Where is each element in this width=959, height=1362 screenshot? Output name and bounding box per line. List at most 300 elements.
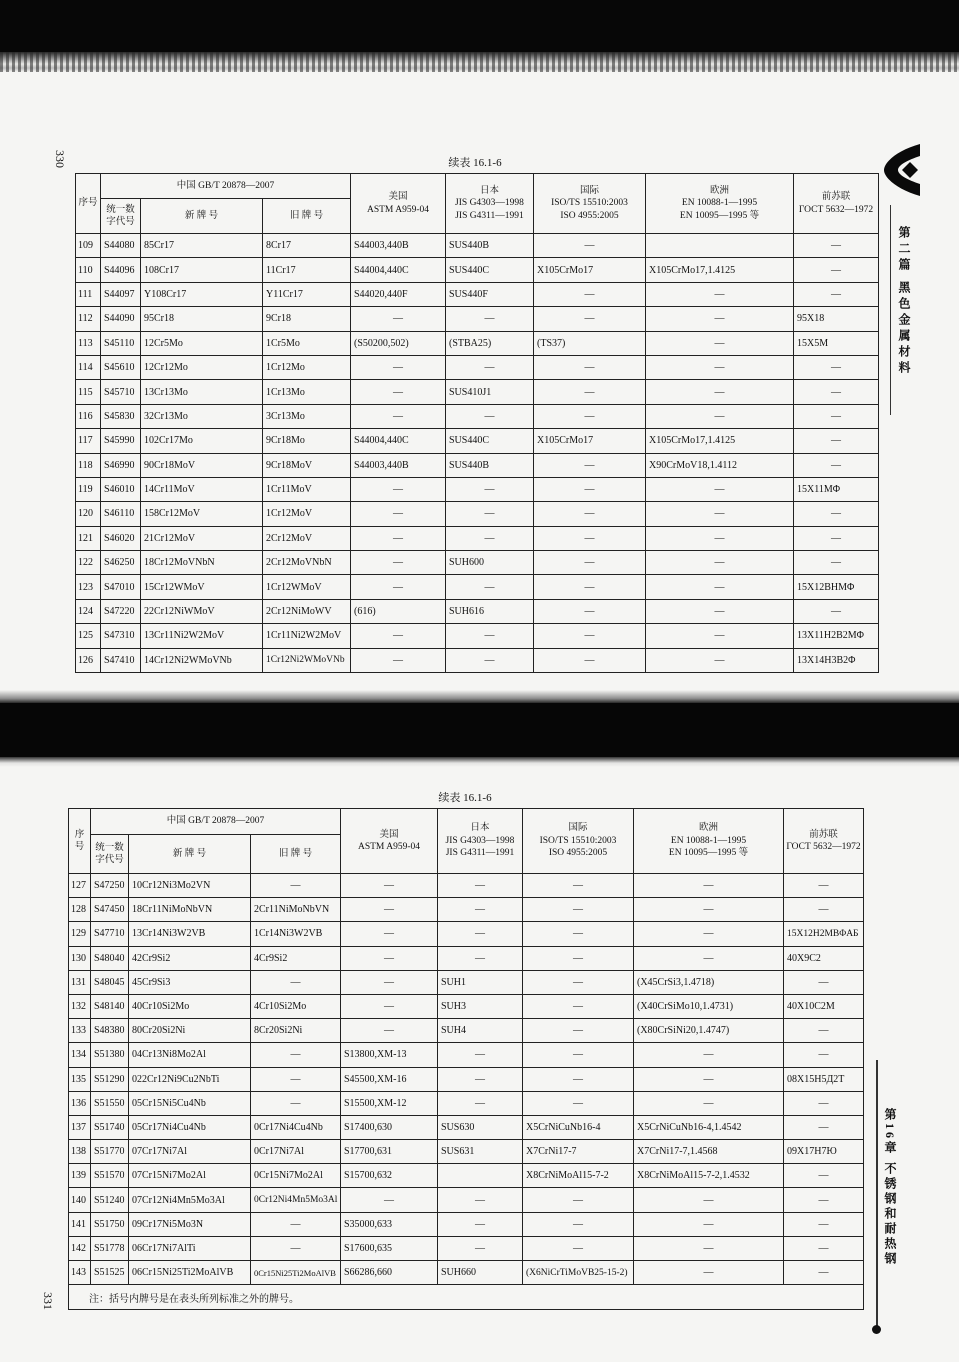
table-row [69,1261,864,1285]
cell-new-grade: 42Cr9Si2 [129,946,251,970]
cell-japan: SUS440C [446,258,534,282]
header-japan-std2: JIS G4311—1991 [445,848,515,859]
cell-iso: — [534,380,646,404]
cell-iso: — [523,1212,634,1236]
header-iso-std1: ISO/TS 15510:2003 [539,835,617,846]
cell-new-grade: 13Cr14Ni3W2VB [129,922,251,946]
cell-old-grade: 0Cr12Ni4Mn5Mo3Al [251,1188,341,1212]
header-japan-name: 日本 [470,823,490,834]
cell-usa: — [341,1188,438,1212]
table-row [76,551,879,575]
cell-usa: S44020,440F [351,282,446,306]
cell-russia: — [784,1212,864,1236]
table-row [76,234,879,258]
cell-japan: — [438,1091,523,1115]
header-europe-std1: EN 10088-1—1995 [681,198,758,209]
cell-new-grade: 32Cr13Mo [141,404,263,428]
table-row [76,380,879,404]
header-europe-std2: EN 10095—1995 等 [679,210,760,221]
cell-seq: 136 [69,1091,91,1115]
table-row [69,1188,864,1212]
cell-code: S51240 [91,1188,129,1212]
cell-new-grade: 06Cr15Ni25Ti2MoAlVB [129,1261,251,1285]
cell-code: S47220 [101,599,141,623]
cell-code: S51570 [91,1164,129,1188]
cell-japan: — [446,526,534,550]
cell-usa: — [351,307,446,331]
cell-old-grade: 0Cr17Ni4Cu4Nb [251,1115,341,1139]
cell-japan: — [438,1236,523,1260]
cell-code: S45110 [101,331,141,355]
cell-europe: — [646,624,794,648]
cell-usa: (S50200,502) [351,331,446,355]
cell-code: S51750 [91,1212,129,1236]
cell-old-grade: Y11Cr17 [263,282,351,306]
table-row [69,1212,864,1236]
header-russia-std: ГОСТ 5632—1972 [786,842,861,852]
cell-russia: — [794,234,879,258]
cell-russia: 95X18 [794,307,879,331]
cell-japan: SUS631 [438,1140,523,1164]
table-header [76,174,879,234]
cell-russia: — [794,526,879,550]
cell-code: S45610 [101,355,141,379]
cell-old-grade: 1Cr11MoV [263,477,351,501]
cell-old-grade: 1Cr5Mo [263,331,351,355]
cell-new-grade: 05Cr17Ni4Cu4Nb [129,1115,251,1139]
cell-old-grade: 11Cr17 [263,258,351,282]
cell-iso: — [523,1019,634,1043]
cell-russia: — [784,1188,864,1212]
header-iso-name: 国际 [579,185,599,196]
cell-old-grade: 8Cr17 [263,234,351,258]
cell-europe: — [646,331,794,355]
cell-usa: — [351,575,446,599]
margin-rule-top [890,205,891,415]
cell-old-grade: 1Cr14Ni3W2VB [251,922,341,946]
cell-europe: — [634,1188,784,1212]
cell-new-grade: 14Cr11MoV [141,477,263,501]
cell-code: S47010 [101,575,141,599]
cell-new-grade: 14Cr12Ni2WMoVNb [141,648,263,672]
cell-iso: — [534,526,646,550]
cell-europe: — [646,526,794,550]
cell-old-grade: 0Cr17Ni7Al [251,1140,341,1164]
cell-code: S46020 [101,526,141,550]
cell-old-grade: — [251,1067,341,1091]
cell-europe: (X45CrSi3,1.4718) [634,970,784,994]
scan-band-middle-edge [0,690,959,704]
cell-old-grade: 9Cr18 [263,307,351,331]
cell-iso: — [523,970,634,994]
cell-new-grade: 13Cr13Mo [141,380,263,404]
margin-dot [872,1325,881,1334]
cell-new-grade: 158Cr12MoV [141,502,263,526]
cell-old-grade: 2Cr11NiMoNbVN [251,898,341,922]
cell-usa: — [341,946,438,970]
cell-seq: 117 [76,429,101,453]
cell-seq: 112 [76,307,101,331]
cell-seq: 116 [76,404,101,428]
cell-iso: — [523,946,634,970]
cell-iso: X7CrNi17-7 [523,1140,634,1164]
cell-russia: — [784,1091,864,1115]
cell-japan: SUS440C [446,429,534,453]
cell-japan: SUH600 [446,551,534,575]
table-2-body [69,874,864,1310]
cell-japan: — [446,575,534,599]
cell-old-grade: 1Cr12MoV [263,502,351,526]
cell-seq: 131 [69,970,91,994]
cell-new-grade: 90Cr18MoV [141,453,263,477]
cell-seq: 121 [76,526,101,550]
scan-band-middle-bottom [0,757,959,767]
cell-russia: 15X12BHMΦ [794,575,879,599]
cell-old-grade: 8Cr20Si2Ni [251,1019,341,1043]
cell-russia: 15X12H2MBΦAБ [784,922,864,946]
header-usa-std: ASTM A959-04 [366,204,430,215]
cell-usa: — [351,648,446,672]
header-europe-name: 欧洲 [709,185,729,196]
cell-seq: 130 [69,946,91,970]
cell-old-grade: — [251,1043,341,1067]
cell-new-grade: Y108Cr17 [141,282,263,306]
table-row [76,575,879,599]
cell-russia: — [794,404,879,428]
cell-code: S51525 [91,1261,129,1285]
cell-seq: 135 [69,1067,91,1091]
cell-seq: 109 [76,234,101,258]
cell-code: S51778 [91,1236,129,1260]
cell-iso: (X6NiCrTiMoVB25-15-2) [523,1261,634,1285]
header-china: 中国 GB/T 20878—2007 [91,809,341,835]
cell-europe: — [646,282,794,306]
cell-new-grade: 022Cr12Ni9Cu2NbTi [129,1067,251,1091]
cell-code: S45990 [101,429,141,453]
cell-russia: — [784,1164,864,1188]
header-japan-std1: JIS G4303—1998 [445,835,515,846]
header-usa-name: 美国 [388,192,408,203]
table-row [69,994,864,1018]
cell-europe: — [646,380,794,404]
cell-code: S48140 [91,994,129,1018]
cell-iso: — [523,874,634,898]
cell-code: S46010 [101,477,141,501]
header-iso-name: 国际 [568,823,588,834]
header-new-grade: 新 牌 号 [129,835,251,874]
cell-usa: (616) [351,599,446,623]
table-row [69,1164,864,1188]
cell-usa: — [341,1019,438,1043]
header-europe-std1: EN 10088-1—1995 [670,835,747,846]
cell-old-grade: — [251,1212,341,1236]
cell-usa: S44004,440C [351,429,446,453]
header-iso-std2: ISO 4955:2005 [560,210,619,221]
cell-russia: — [794,355,879,379]
cell-code: S47410 [101,648,141,672]
cell-japan: SUH660 [438,1261,523,1285]
cell-old-grade: 2Cr12MoV [263,526,351,550]
cell-code: S51550 [91,1091,129,1115]
cell-russia: — [794,429,879,453]
cell-code: S46110 [101,502,141,526]
cell-usa: S44004,440C [351,258,446,282]
cell-new-grade: 13Cr11Ni2W2MoV [141,624,263,648]
cell-japan [438,1164,523,1188]
side-chapter-label: 第16章 不锈钢和耐热钢 [883,1108,897,1267]
cell-japan: — [438,898,523,922]
cell-code: S46250 [101,551,141,575]
cell-code: S44096 [101,258,141,282]
cell-usa: S17400,630 [341,1115,438,1139]
cell-europe: X105CrMo17,1.4125 [646,258,794,282]
cell-japan: — [438,1188,523,1212]
section-tab-icon [880,140,922,200]
table-row [76,624,879,648]
table-row [69,1019,864,1043]
header-usa-name: 美国 [379,829,399,840]
cell-europe: X7CrNi17-7,1.4568 [634,1140,784,1164]
cell-code: S51290 [91,1067,129,1091]
cell-usa: — [341,994,438,1018]
cell-russia: — [794,551,879,575]
page-number-bottom: 331 [41,1292,55,1310]
cell-iso: X8CrNiMoAl15-7-2 [523,1164,634,1188]
cell-seq: 123 [76,575,101,599]
table-row [76,307,879,331]
cell-usa: — [341,874,438,898]
cell-usa: — [351,551,446,575]
cell-japan: SUS410J1 [446,380,534,404]
cell-iso: — [523,898,634,922]
cell-iso: — [523,1067,634,1091]
table-row [69,874,864,898]
cell-new-grade: 15Cr12WMoV [141,575,263,599]
header-europe-std2: EN 10095—1995 等 [668,848,749,859]
cell-usa: — [351,404,446,428]
cell-new-grade: 12Cr5Mo [141,331,263,355]
cell-iso: — [534,502,646,526]
cell-usa: S13800,XM-13 [341,1043,438,1067]
table-row [69,898,864,922]
cell-seq: 137 [69,1115,91,1139]
scan-band-middle [0,703,959,757]
cell-old-grade: — [251,874,341,898]
cell-seq: 114 [76,355,101,379]
cell-europe: — [646,551,794,575]
table-row [76,404,879,428]
cell-old-grade: 2Cr12MoVNbN [263,551,351,575]
cell-usa: — [351,477,446,501]
cell-iso: — [523,994,634,1018]
cell-usa: S44003,440B [351,234,446,258]
cell-russia: — [794,502,879,526]
cell-europe: — [646,575,794,599]
cell-seq: 110 [76,258,101,282]
cell-new-grade: 40Cr10Si2Mo [129,994,251,1018]
cell-new-grade: 04Cr13Ni8Mo2Al [129,1043,251,1067]
cell-usa: S17600,635 [341,1236,438,1260]
cell-seq: 128 [69,898,91,922]
table-1-body [76,234,879,673]
cell-europe: — [634,874,784,898]
cell-usa: S66286,660 [341,1261,438,1285]
cell-code: S47310 [101,624,141,648]
cell-europe: — [634,922,784,946]
cell-europe: — [646,599,794,623]
cell-russia: — [784,1261,864,1285]
header-japan-name: 日本 [479,185,499,196]
table-row [69,1043,864,1067]
cell-usa: S17700,631 [341,1140,438,1164]
cell-code: S51740 [91,1115,129,1139]
cell-japan: — [438,1043,523,1067]
cell-russia: 15X5M [794,331,879,355]
table-row [69,1115,864,1139]
cell-seq: 111 [76,282,101,306]
cell-usa: — [351,380,446,404]
side-part-label: 第二篇 黑色金属材料 [897,226,911,377]
cell-seq: 140 [69,1188,91,1212]
cell-russia: 15X11MΦ [794,477,879,501]
cell-code: S44090 [101,307,141,331]
margin-rule-bottom [876,1060,878,1326]
cell-iso: — [534,282,646,306]
cell-europe: — [634,1091,784,1115]
cell-seq: 118 [76,453,101,477]
cell-code: S51770 [91,1140,129,1164]
cell-new-grade: 22Cr12NiWMoV [141,599,263,623]
cell-iso: — [534,453,646,477]
header-russia-std: ГОСТ 5632—1972 [798,204,874,215]
cell-japan: SUH4 [438,1019,523,1043]
header-seq: 序号 [69,809,91,874]
cell-iso: — [534,404,646,428]
cell-new-grade: 95Cr18 [141,307,263,331]
cell-seq: 113 [76,331,101,355]
cell-seq: 126 [76,648,101,672]
cell-japan: SUH616 [446,599,534,623]
cell-japan: — [446,624,534,648]
cell-japan: (STBA25) [446,331,534,355]
cell-japan: — [446,355,534,379]
cell-seq: 141 [69,1212,91,1236]
cell-russia: — [794,282,879,306]
table-note: 注：括号内牌号是在表头所列标准之外的牌号。 [69,1285,864,1310]
cell-japan: — [446,477,534,501]
table-row [76,282,879,306]
cell-usa: — [341,898,438,922]
scan-noise-line [0,52,959,72]
cell-seq: 134 [69,1043,91,1067]
header-europe [634,809,784,874]
cell-russia: 40X9C2 [784,946,864,970]
cell-russia: — [784,1115,864,1139]
cell-old-grade: 1Cr13Mo [263,380,351,404]
cell-usa: S45500,XM-16 [341,1067,438,1091]
cell-seq: 143 [69,1261,91,1285]
cell-seq: 119 [76,477,101,501]
cell-japan: — [446,502,534,526]
cell-europe: — [646,307,794,331]
cell-code: S44097 [101,282,141,306]
cell-europe: — [634,1067,784,1091]
cell-old-grade: — [251,1236,341,1260]
table-row [76,502,879,526]
cell-new-grade: 12Cr12Mo [141,355,263,379]
cell-code: S45710 [101,380,141,404]
header-iso [523,809,634,874]
cell-japan: — [446,648,534,672]
cell-old-grade: 0Cr15Ni7Mo2Al [251,1164,341,1188]
cell-seq: 125 [76,624,101,648]
header-usa [341,809,438,874]
cell-iso: X105CrMo17 [534,258,646,282]
cell-japan: SUH1 [438,970,523,994]
cell-new-grade: 07Cr15Ni7Mo2Al [129,1164,251,1188]
cell-usa: — [351,502,446,526]
cell-seq: 115 [76,380,101,404]
cell-japan: — [446,307,534,331]
cell-new-grade: 10Cr12Ni3Mo2VN [129,874,251,898]
header-russia-name: 前苏联 [821,192,851,203]
header-europe-name: 欧洲 [698,823,718,834]
header-europe [646,174,794,234]
cell-new-grade: 18Cr11NiMoNbVN [129,898,251,922]
cell-russia: 40X10C2M [784,994,864,1018]
cell-new-grade: 45Cr9Si3 [129,970,251,994]
table-row [76,429,879,453]
table-row [76,453,879,477]
cell-japan: — [438,1067,523,1091]
cell-europe: X8CrNiMoAl15-7-2,1.4532 [634,1164,784,1188]
cell-iso: — [534,648,646,672]
cell-seq: 138 [69,1140,91,1164]
header-iso-std2: ISO 4955:2005 [548,848,608,859]
cell-usa: S15700,632 [341,1164,438,1188]
header-china: 中国 GB/T 20878—2007 [101,174,351,199]
cell-code: S44080 [101,234,141,258]
cell-russia: — [794,599,879,623]
table-row [69,946,864,970]
cell-russia: — [784,898,864,922]
cell-iso: — [523,1043,634,1067]
cell-iso: — [534,477,646,501]
cell-japan: SUS440B [446,234,534,258]
cell-new-grade: 09Cr17Ni5Mo3N [129,1212,251,1236]
cell-old-grade: — [251,970,341,994]
cell-old-grade: 2Cr12NiMoWV [263,599,351,623]
cell-code: S47710 [91,922,129,946]
cell-europe: X105CrMo17,1.4125 [646,429,794,453]
cell-seq: 124 [76,599,101,623]
header-japan-std1: JIS G4303—1998 [455,198,524,209]
cell-europe: — [646,502,794,526]
table-row [76,355,879,379]
cell-seq: 132 [69,994,91,1018]
cell-code: S47250 [91,874,129,898]
cell-seq: 127 [69,874,91,898]
header-russia-name: 前苏联 [809,829,838,840]
header-new-grade: 新 牌 号 [141,199,263,234]
cell-new-grade: 85Cr17 [141,234,263,258]
cell-old-grade: 3Cr13Mo [263,404,351,428]
cell-usa: S35000,633 [341,1212,438,1236]
cell-new-grade: 108Cr17 [141,258,263,282]
cell-new-grade: 05Cr15Ni5Cu4Nb [129,1091,251,1115]
cell-new-grade: 18Cr12MoVNbN [141,551,263,575]
grade-table-1 [75,173,879,673]
